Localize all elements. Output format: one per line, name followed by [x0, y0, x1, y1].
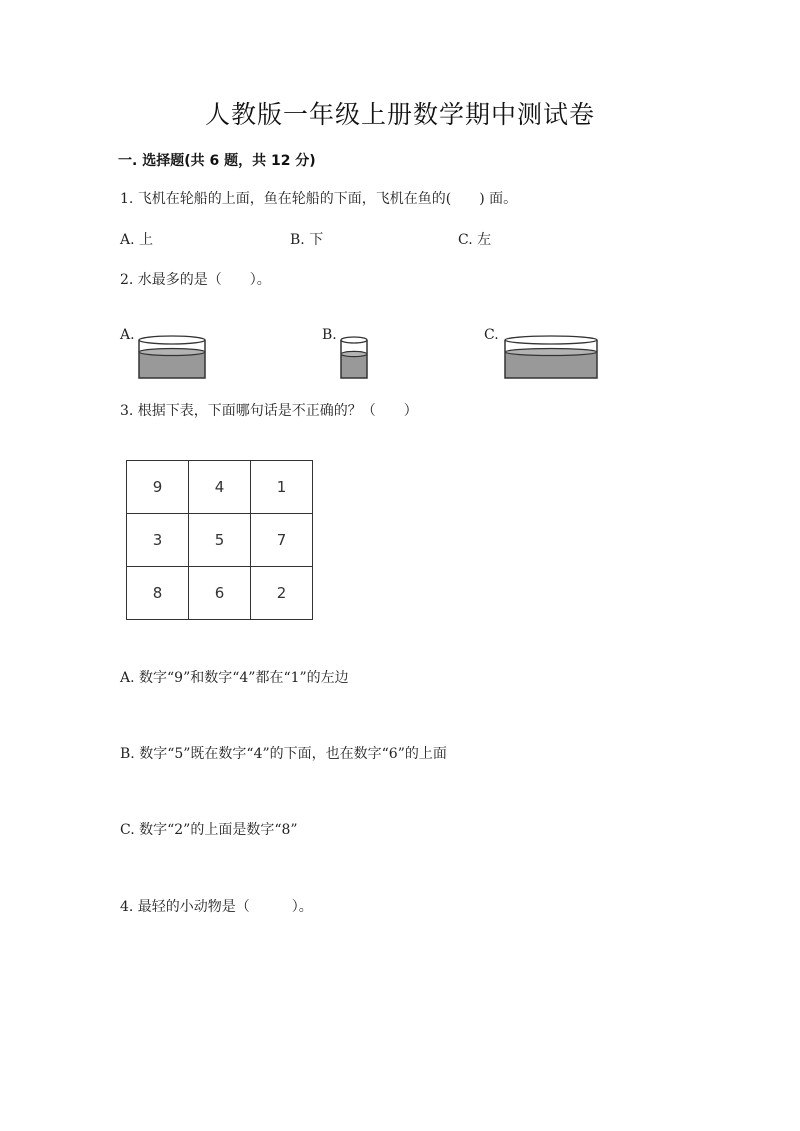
grid-cell: 2	[251, 567, 313, 620]
question-3-text: 3. 根据下表，下面哪句话是不正确的？（ ）	[120, 403, 418, 419]
beaker-c-image	[503, 330, 599, 380]
page-title: 人教版一年级上册数学期中测试卷	[204, 100, 595, 129]
question-2-option-a[interactable]: A.	[120, 327, 135, 343]
grid-cell: 9	[127, 461, 189, 514]
grid-cell: 1	[251, 461, 313, 514]
grid-cell: 6	[189, 567, 251, 620]
question-2-text: 2. 水最多的是（ ）。	[120, 272, 271, 288]
grid-cell: 8	[127, 567, 189, 620]
question-2-option-b[interactable]: B.	[322, 327, 337, 343]
question-1-option-b[interactable]: B. 下	[290, 232, 324, 248]
question-2-option-c[interactable]: C.	[484, 327, 499, 343]
question-3-option-a[interactable]: A. 数字“9”和数字“4”都在“1”的左边	[120, 670, 349, 686]
question-1-text: 1. 飞机在轮船的上面，鱼在轮船的下面，飞机在鱼的( ) 面。	[120, 191, 518, 207]
question-3-option-b[interactable]: B. 数字“5”既在数字“4”的下面，也在数字“6”的上面	[120, 746, 447, 762]
section-heading: 一. 选择题(共 6 题，共 12 分)	[118, 153, 316, 169]
question-4-text: 4. 最轻的小动物是（ ）。	[120, 899, 313, 915]
grid-cell: 4	[189, 461, 251, 514]
grid-cell: 7	[251, 514, 313, 567]
beaker-a-image	[137, 330, 207, 380]
number-grid	[126, 460, 313, 620]
grid-row	[127, 514, 313, 567]
grid-row	[127, 567, 313, 620]
question-3-option-c[interactable]: C. 数字“2”的上面是数字“8”	[120, 822, 298, 838]
question-1-option-a[interactable]: A. 上	[120, 232, 154, 248]
grid-cell: 5	[189, 514, 251, 567]
beaker-b-image	[339, 334, 369, 380]
question-1-option-c[interactable]: C. 左	[458, 232, 492, 248]
grid-cell: 3	[127, 514, 189, 567]
grid-row	[127, 461, 313, 514]
